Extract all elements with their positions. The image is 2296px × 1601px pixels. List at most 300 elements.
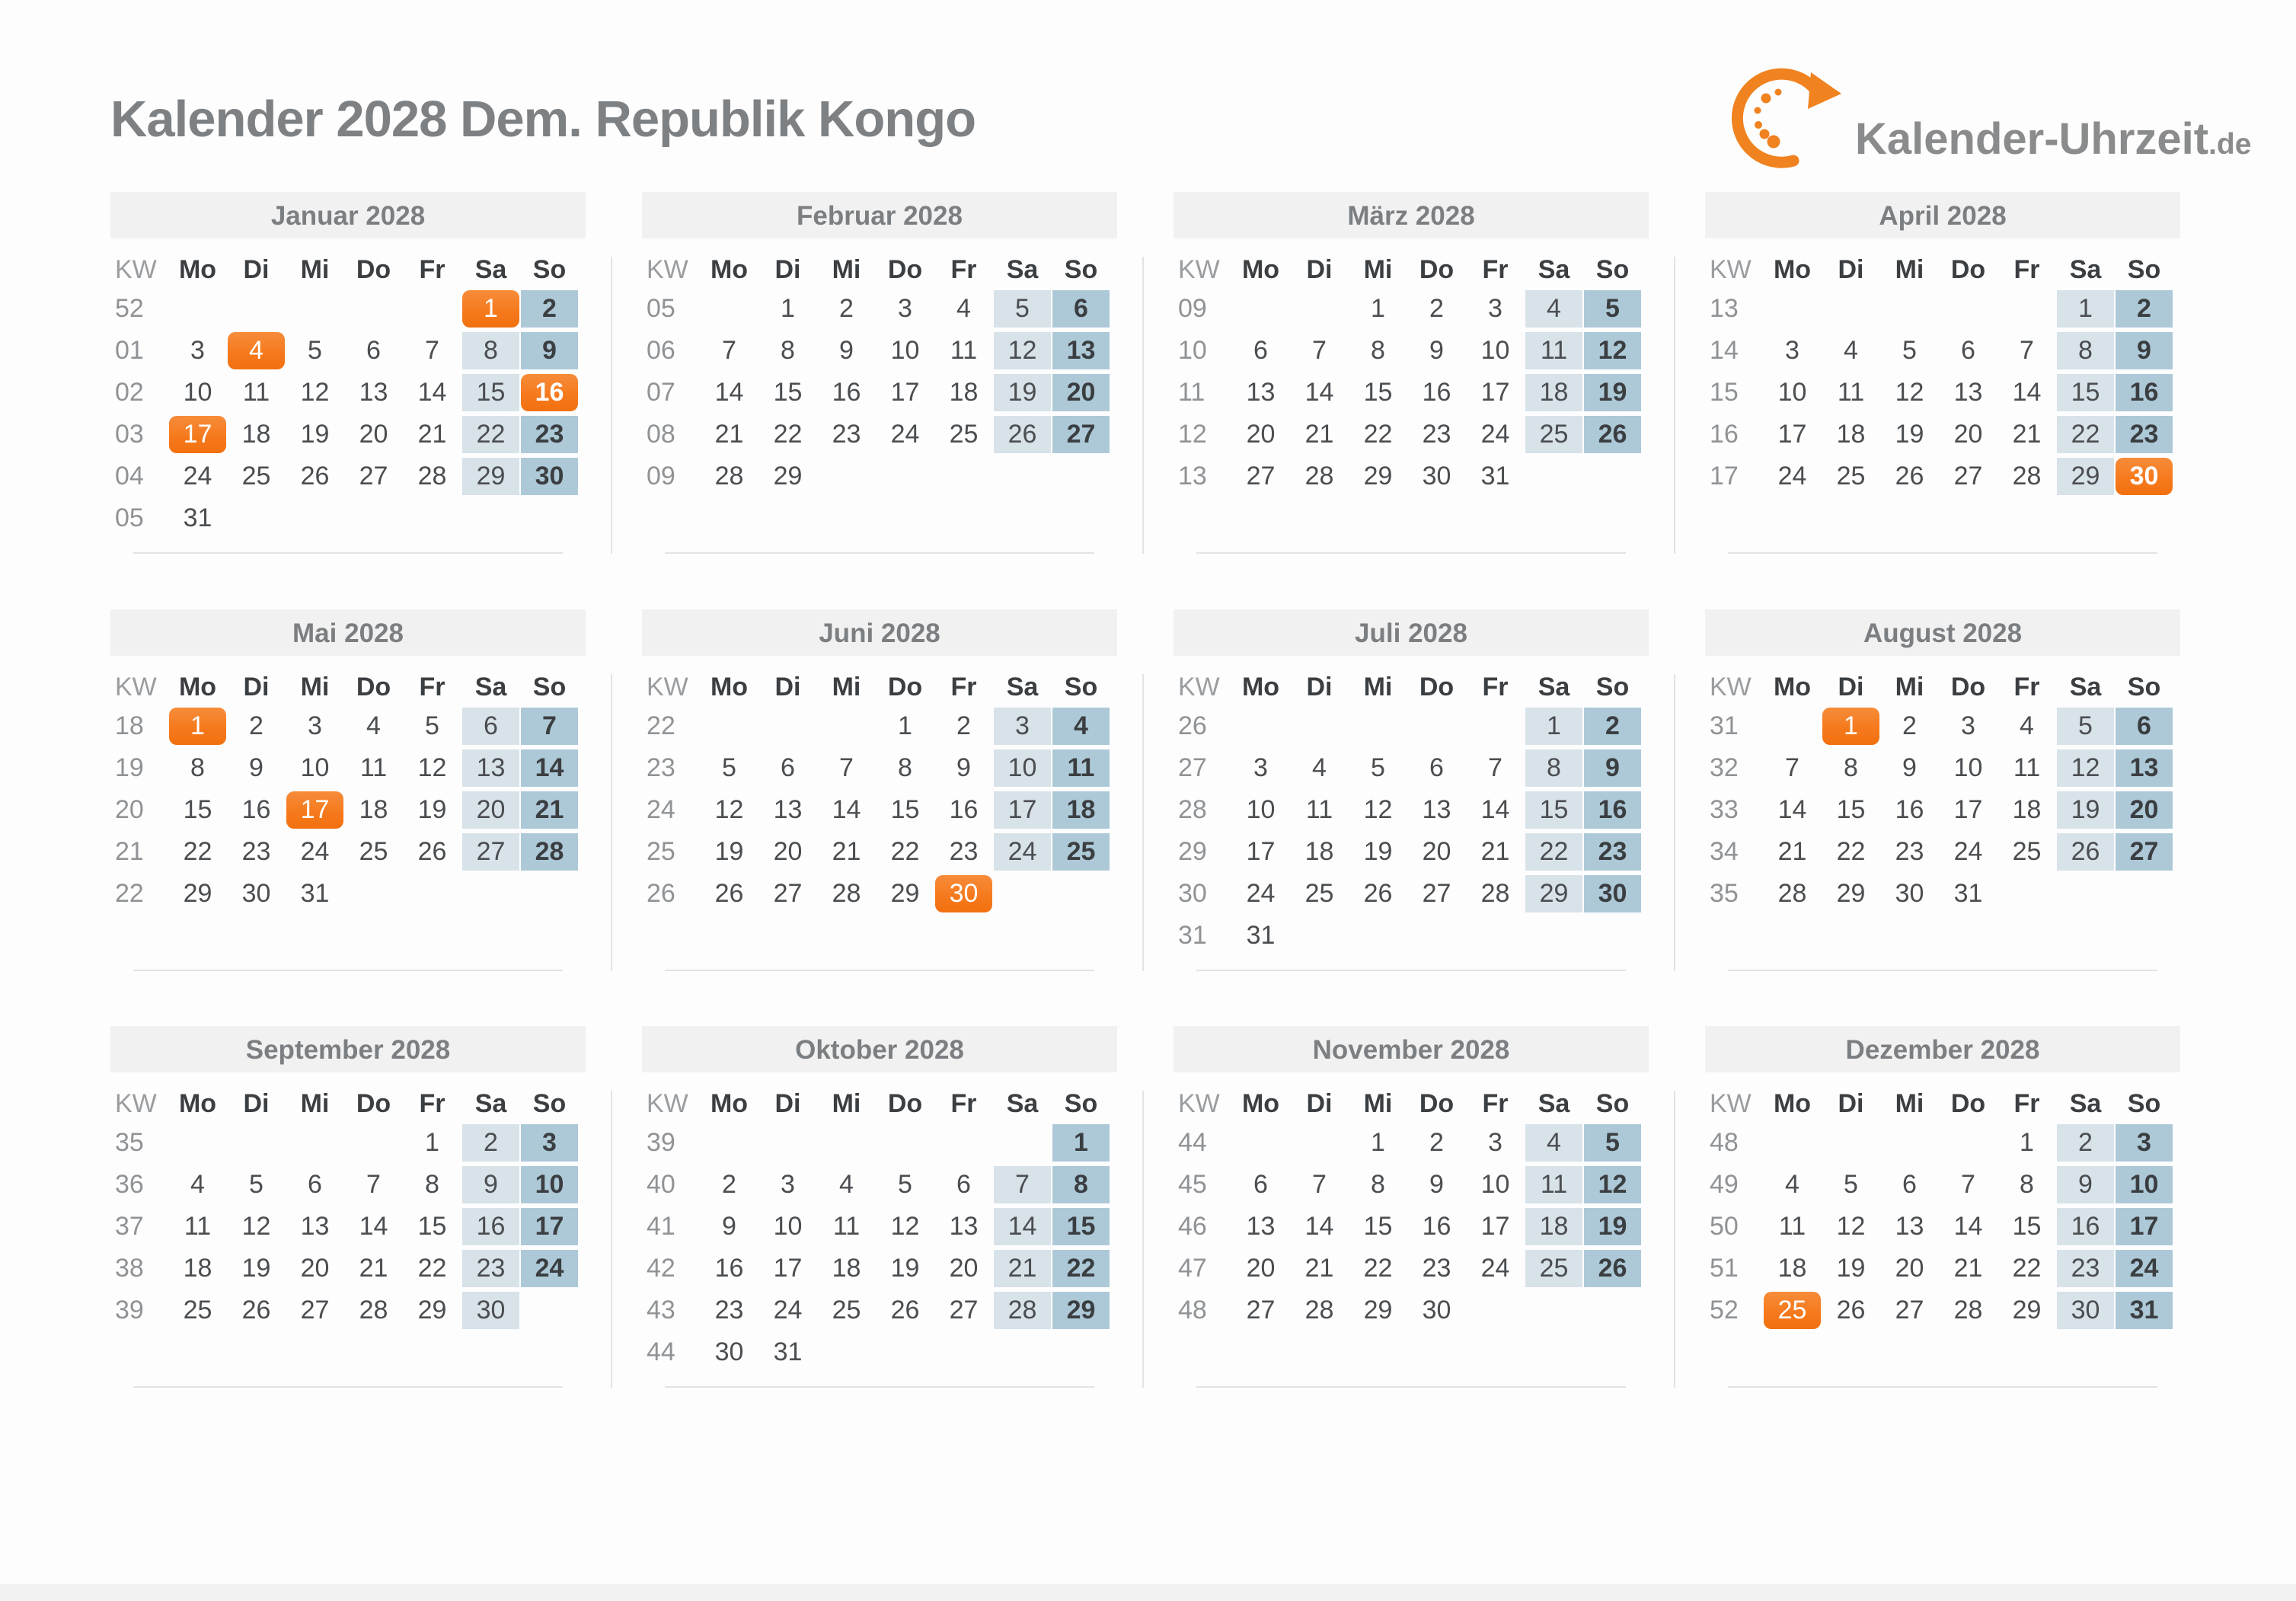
day-cell: 19: [1584, 1208, 1641, 1245]
week-row: [110, 416, 586, 453]
kw-cell: 12: [1178, 420, 1207, 449]
day-cell: 23: [1422, 1254, 1451, 1283]
weekday-header: Do: [1419, 1089, 1455, 1118]
day-cell: [1881, 290, 1938, 328]
column-divider: [1674, 1091, 1675, 1388]
kw-cell: 25: [647, 837, 675, 866]
kw-cell: 37: [115, 1212, 144, 1241]
day-cell: 3: [308, 711, 322, 740]
week-row: [642, 833, 1117, 871]
weekday-header: Di: [774, 255, 801, 284]
week-row: [1174, 290, 1649, 328]
column-divider: [1142, 257, 1144, 554]
day-cell: 11: [1305, 795, 1333, 824]
day-cell: 19: [241, 1254, 271, 1283]
column-divider: [1674, 674, 1675, 971]
weekday-header: Mi: [1363, 1089, 1393, 1118]
day-cell: 6: [366, 336, 381, 365]
day-cell: 31: [2116, 1292, 2173, 1329]
weekday-header: So: [532, 1089, 567, 1118]
day-cell: [1291, 1124, 1348, 1162]
day-cell: 27: [1953, 462, 1983, 491]
day-cell: [994, 1124, 1051, 1162]
day-cell: 5: [249, 1170, 263, 1199]
week-row: [1705, 875, 2180, 912]
day-cell: 22: [462, 416, 519, 453]
day-cell: 19: [1836, 1254, 1866, 1283]
day-cell: 4: [1785, 1170, 1799, 1199]
weekday-header: Do: [1950, 1089, 1986, 1118]
weekday-header: Fr: [1482, 255, 1509, 284]
kw-cell: 26: [1178, 711, 1207, 740]
day-cell: 30: [1895, 879, 1924, 908]
kw-cell: 36: [115, 1170, 144, 1199]
day-cell: 4: [1052, 708, 1110, 745]
weekday-header: So: [1595, 1089, 1630, 1118]
day-cell: 29: [417, 1296, 447, 1325]
day-cell: 29: [1836, 879, 1866, 908]
day-cell: 24: [300, 837, 330, 866]
day-cell: [877, 1334, 934, 1371]
week-row: [1705, 458, 2180, 495]
day-cell: [1467, 1292, 1524, 1329]
day-cell: 9: [1429, 1170, 1444, 1199]
kw-cell: 05: [115, 503, 144, 532]
week-row: [642, 1124, 1117, 1162]
week-row: [1705, 1208, 2180, 1245]
day-cell: 8: [190, 753, 205, 782]
day-cell: 7: [1312, 1170, 1327, 1199]
day-cell: [228, 500, 285, 537]
kw-cell: 52: [115, 294, 144, 323]
day-cell: 6: [1253, 336, 1268, 365]
month-dezember: [1705, 1026, 2180, 1334]
day-cell: 7: [994, 1166, 1051, 1203]
day-cell: 31: [1953, 879, 1983, 908]
day-cell: 19: [890, 1254, 920, 1283]
weekday-header: Mi: [1363, 673, 1393, 701]
weekday-header: Fr: [419, 673, 445, 701]
day-cell: [1232, 1124, 1289, 1162]
day-cell: 20: [949, 1254, 979, 1283]
week-row: [642, 416, 1117, 453]
week-row: [1705, 791, 2180, 829]
week-row: [642, 791, 1117, 829]
day-cell: 21: [832, 837, 861, 866]
day-cell: 29: [1052, 1292, 1110, 1329]
day-cell: 15: [1052, 1208, 1110, 1245]
day-cell: 24: [1246, 879, 1276, 908]
day-cell: 14: [714, 378, 744, 407]
day-cell: 18: [832, 1254, 861, 1283]
logo-text: [1855, 114, 2252, 164]
holiday-cell: 17: [286, 791, 343, 829]
day-cell: 5: [1584, 1124, 1641, 1162]
day-cell: 5: [898, 1170, 912, 1199]
day-cell: 7: [1488, 753, 1502, 782]
weekday-header: Do: [887, 673, 923, 701]
day-cell: 12: [1584, 332, 1641, 369]
kw-cell: 05: [647, 294, 675, 323]
week-row: [1174, 1208, 1649, 1245]
kw-cell: 21: [115, 837, 144, 866]
day-cell: 4: [190, 1170, 205, 1199]
day-cell: [1291, 290, 1348, 328]
weekday-header: Di: [1838, 255, 1864, 284]
day-cell: 25: [1525, 416, 1582, 453]
month-juni: [642, 609, 1117, 917]
week-row: [1174, 1124, 1649, 1162]
week-row: [110, 1208, 586, 1245]
day-cell: 23: [462, 1250, 519, 1287]
weekday-header: So: [532, 255, 567, 284]
day-cell: 31: [300, 879, 330, 908]
day-cell: [1764, 290, 1821, 328]
day-cell: 21: [994, 1250, 1051, 1287]
week-row: [110, 791, 586, 829]
weekday-header-row: [1174, 1088, 1649, 1120]
day-cell: 12: [890, 1212, 920, 1241]
day-cell: 13: [1953, 378, 1983, 407]
day-cell: 17: [1480, 1212, 1510, 1241]
day-cell: 31: [1480, 462, 1510, 491]
day-cell: 9: [1902, 753, 1917, 782]
day-cell: 22: [773, 420, 803, 449]
day-cell: 24: [521, 1250, 578, 1287]
day-cell: 3: [1961, 711, 1975, 740]
day-cell: 8: [425, 1170, 439, 1199]
weekday-header: Mo: [1241, 673, 1280, 701]
day-cell: 28: [2012, 462, 2042, 491]
day-cell: 22: [1052, 1250, 1110, 1287]
day-cell: 22: [890, 837, 920, 866]
day-cell: 19: [1584, 374, 1641, 411]
week-row: [1705, 1166, 2180, 1203]
kw-cell: 38: [115, 1254, 144, 1283]
day-cell: 3: [1253, 753, 1268, 782]
band-separator: [1196, 552, 1626, 554]
day-cell: 16: [2116, 374, 2173, 411]
day-cell: 28: [417, 462, 447, 491]
weekday-header: Do: [887, 255, 923, 284]
day-cell: 7: [722, 336, 736, 365]
week-row: [1705, 1250, 2180, 1287]
day-cell: [1764, 1124, 1821, 1162]
day-cell: 22: [1363, 420, 1393, 449]
day-cell: [228, 290, 285, 328]
day-cell: 20: [300, 1254, 330, 1283]
kw-cell: 06: [647, 336, 675, 365]
day-cell: 3: [898, 294, 912, 323]
kw-cell: 03: [115, 420, 144, 449]
kw-header: KW: [115, 1089, 157, 1118]
day-cell: 30: [1422, 1296, 1451, 1325]
month-august: [1705, 609, 2180, 917]
day-cell: 16: [832, 378, 861, 407]
kw-cell: 44: [647, 1337, 675, 1366]
day-cell: 14: [832, 795, 861, 824]
weekday-header: Mo: [1773, 673, 1812, 701]
day-cell: 12: [994, 332, 1051, 369]
day-cell: 13: [2116, 749, 2173, 787]
day-cell: 14: [1304, 378, 1334, 407]
weekday-header: Sa: [1006, 673, 1039, 701]
day-cell: 11: [1525, 1166, 1582, 1203]
day-cell: 15: [773, 378, 803, 407]
day-cell: [818, 1124, 875, 1162]
day-cell: 11: [359, 753, 388, 782]
day-cell: [1881, 1124, 1938, 1162]
day-cell: 5: [1844, 1170, 1858, 1199]
day-cell: 2: [249, 711, 263, 740]
weekday-header: Di: [243, 673, 270, 701]
day-cell: 23: [1422, 420, 1451, 449]
day-cell: 26: [1895, 462, 1924, 491]
day-cell: 15: [462, 374, 519, 411]
week-row: [1174, 875, 1649, 912]
month-april: [1705, 192, 2180, 500]
day-cell: 3: [521, 1124, 578, 1162]
week-row: [642, 1208, 1117, 1245]
day-cell: [935, 1334, 992, 1371]
kw-cell: 08: [647, 420, 675, 449]
day-cell: 12: [714, 795, 744, 824]
day-cell: 9: [956, 753, 971, 782]
day-cell: 16: [1422, 378, 1451, 407]
day-cell: 5: [308, 336, 322, 365]
day-cell: [345, 875, 402, 912]
day-cell: 16: [949, 795, 979, 824]
day-cell: 2: [462, 1124, 519, 1162]
day-cell: [1232, 708, 1289, 745]
weekday-header: Do: [1419, 255, 1455, 284]
day-cell: 14: [994, 1208, 1051, 1245]
day-cell: 30: [2057, 1292, 2114, 1329]
day-cell: 11: [832, 1212, 861, 1241]
kw-cell: 22: [647, 711, 675, 740]
day-cell: [1349, 708, 1407, 745]
band-separator: [1728, 970, 2157, 971]
day-cell: 21: [521, 791, 578, 829]
day-cell: 18: [1836, 420, 1866, 449]
day-cell: 10: [521, 1166, 578, 1203]
day-cell: [521, 1292, 578, 1329]
day-cell: 24: [1480, 1254, 1510, 1283]
day-cell: 25: [1836, 462, 1866, 491]
day-cell: 8: [1525, 749, 1582, 787]
kw-cell: 10: [1178, 336, 1207, 365]
band-separator: [133, 552, 563, 554]
kw-cell: 19: [115, 753, 144, 782]
day-cell: [1467, 917, 1524, 954]
day-cell: 1: [898, 711, 912, 740]
day-cell: 26: [1584, 1250, 1641, 1287]
month-title: Februar 2028: [642, 192, 1117, 238]
day-cell: 2: [1902, 711, 1917, 740]
day-cell: 14: [521, 749, 578, 787]
weekday-header-row: [642, 1088, 1117, 1120]
week-row: [110, 1250, 586, 1287]
day-cell: [1291, 917, 1348, 954]
week-row: [1174, 1292, 1649, 1329]
day-cell: 10: [1777, 378, 1807, 407]
weekday-header: Di: [1306, 255, 1333, 284]
month-title: November 2028: [1174, 1026, 1649, 1072]
weekday-header: Sa: [1006, 255, 1039, 284]
week-row: [642, 332, 1117, 369]
day-cell: 3: [781, 1170, 795, 1199]
band-separator: [1196, 1386, 1626, 1388]
weekday-header: Do: [1419, 673, 1455, 701]
weekday-header: Fr: [2013, 1089, 2040, 1118]
day-cell: 17: [890, 378, 920, 407]
day-cell: 29: [462, 458, 519, 495]
day-cell: 3: [1488, 294, 1502, 323]
day-cell: 9: [462, 1166, 519, 1203]
day-cell: 20: [1246, 1254, 1276, 1283]
week-row: [1174, 917, 1649, 954]
day-cell: [818, 1334, 875, 1371]
day-cell: 17: [994, 791, 1051, 829]
day-cell: 2: [1429, 1128, 1444, 1157]
week-row: [1705, 374, 2180, 411]
day-cell: 30: [1584, 875, 1641, 912]
week-row: [1705, 833, 2180, 871]
day-cell: [169, 1124, 226, 1162]
day-cell: [169, 290, 226, 328]
day-cell: 8: [1844, 753, 1858, 782]
kw-cell: 43: [647, 1296, 675, 1325]
weekday-header: Do: [1950, 673, 1986, 701]
day-cell: [404, 290, 461, 328]
week-row: [1174, 833, 1649, 871]
day-cell: 22: [1363, 1254, 1393, 1283]
week-row: [110, 290, 586, 328]
weekday-header: Sa: [474, 1089, 507, 1118]
holiday-cell: 30: [935, 875, 992, 912]
day-cell: 6: [308, 1170, 322, 1199]
day-cell: 10: [994, 749, 1051, 787]
day-cell: 12: [300, 378, 330, 407]
kw-cell: 16: [1710, 420, 1739, 449]
weekday-header: Di: [1838, 1089, 1864, 1118]
day-cell: 18: [1525, 374, 1582, 411]
day-cell: 7: [366, 1170, 381, 1199]
day-cell: [1998, 290, 2055, 328]
day-cell: [2057, 875, 2114, 912]
day-cell: [1408, 708, 1465, 745]
weekday-header: So: [2127, 673, 2161, 701]
week-row: [1705, 1124, 2180, 1162]
weekday-header: So: [1595, 673, 1630, 701]
day-cell: 18: [1304, 837, 1334, 866]
kw-cell: 40: [647, 1170, 675, 1199]
day-cell: [462, 500, 519, 537]
day-cell: 1: [1371, 1128, 1385, 1157]
kw-cell: 45: [1178, 1170, 1207, 1199]
band-separator: [665, 970, 1094, 971]
day-cell: 6: [1052, 290, 1110, 328]
column-divider: [1142, 1091, 1144, 1388]
day-cell: 28: [994, 1292, 1051, 1329]
day-cell: 6: [2116, 708, 2173, 745]
day-cell: 21: [2012, 420, 2042, 449]
kw-cell: 48: [1178, 1296, 1207, 1325]
day-cell: 17: [1246, 837, 1276, 866]
month-title: Juli 2028: [1174, 609, 1649, 656]
day-cell: 24: [183, 462, 212, 491]
week-row: [642, 1166, 1117, 1203]
day-cell: 15: [183, 795, 212, 824]
day-cell: 3: [2116, 1124, 2173, 1162]
kw-cell: 09: [1178, 294, 1207, 323]
day-cell: 9: [1584, 749, 1641, 787]
day-cell: 6: [1902, 1170, 1917, 1199]
day-cell: 10: [890, 336, 920, 365]
day-cell: 29: [1363, 462, 1393, 491]
month-november: [1174, 1026, 1649, 1334]
weekday-header: Mi: [832, 1089, 861, 1118]
day-cell: 28: [1953, 1296, 1983, 1325]
kw-cell: 29: [1178, 837, 1207, 866]
kw-cell: 26: [647, 879, 675, 908]
column-divider: [611, 674, 612, 971]
day-cell: 13: [462, 749, 519, 787]
week-row: [642, 290, 1117, 328]
day-cell: [1764, 708, 1821, 745]
day-cell: 9: [521, 332, 578, 369]
day-cell: 30: [241, 879, 271, 908]
weekday-header-row: [1174, 254, 1649, 286]
day-cell: 25: [1052, 833, 1110, 871]
day-cell: 28: [359, 1296, 388, 1325]
day-cell: 8: [1371, 1170, 1385, 1199]
week-row: [1174, 458, 1649, 495]
day-cell: 5: [1584, 290, 1641, 328]
day-cell: 15: [1836, 795, 1866, 824]
day-cell: 18: [1052, 791, 1110, 829]
kw-header: KW: [647, 673, 688, 701]
kw-cell: 27: [1178, 753, 1207, 782]
weekday-header: Mi: [1895, 673, 1924, 701]
day-cell: 7: [1961, 1170, 1975, 1199]
month-title: Oktober 2028: [642, 1026, 1117, 1072]
day-cell: 28: [1304, 1296, 1334, 1325]
day-cell: 12: [1836, 1212, 1866, 1241]
day-cell: 15: [2057, 374, 2114, 411]
weekday-header: Do: [356, 255, 391, 284]
weekday-header: Fr: [1482, 673, 1509, 701]
day-cell: [994, 458, 1051, 495]
site-logo[interactable]: [1723, 59, 2271, 181]
day-cell: [1052, 1334, 1110, 1371]
day-cell: 19: [417, 795, 447, 824]
column-divider: [611, 1091, 612, 1388]
weekday-header: Fr: [1482, 1089, 1509, 1118]
day-cell: 7: [1785, 753, 1799, 782]
week-row: [110, 749, 586, 787]
day-cell: 3: [190, 336, 205, 365]
kw-cell: 52: [1710, 1296, 1739, 1325]
day-cell: 11: [1837, 378, 1865, 407]
kw-cell: 50: [1710, 1212, 1739, 1241]
kw-header: KW: [647, 1089, 688, 1118]
day-cell: 2: [1584, 708, 1641, 745]
kw-cell: 30: [1178, 879, 1207, 908]
weekday-header: Fr: [950, 255, 977, 284]
weekday-header: Sa: [474, 255, 507, 284]
band-separator: [1196, 970, 1626, 971]
